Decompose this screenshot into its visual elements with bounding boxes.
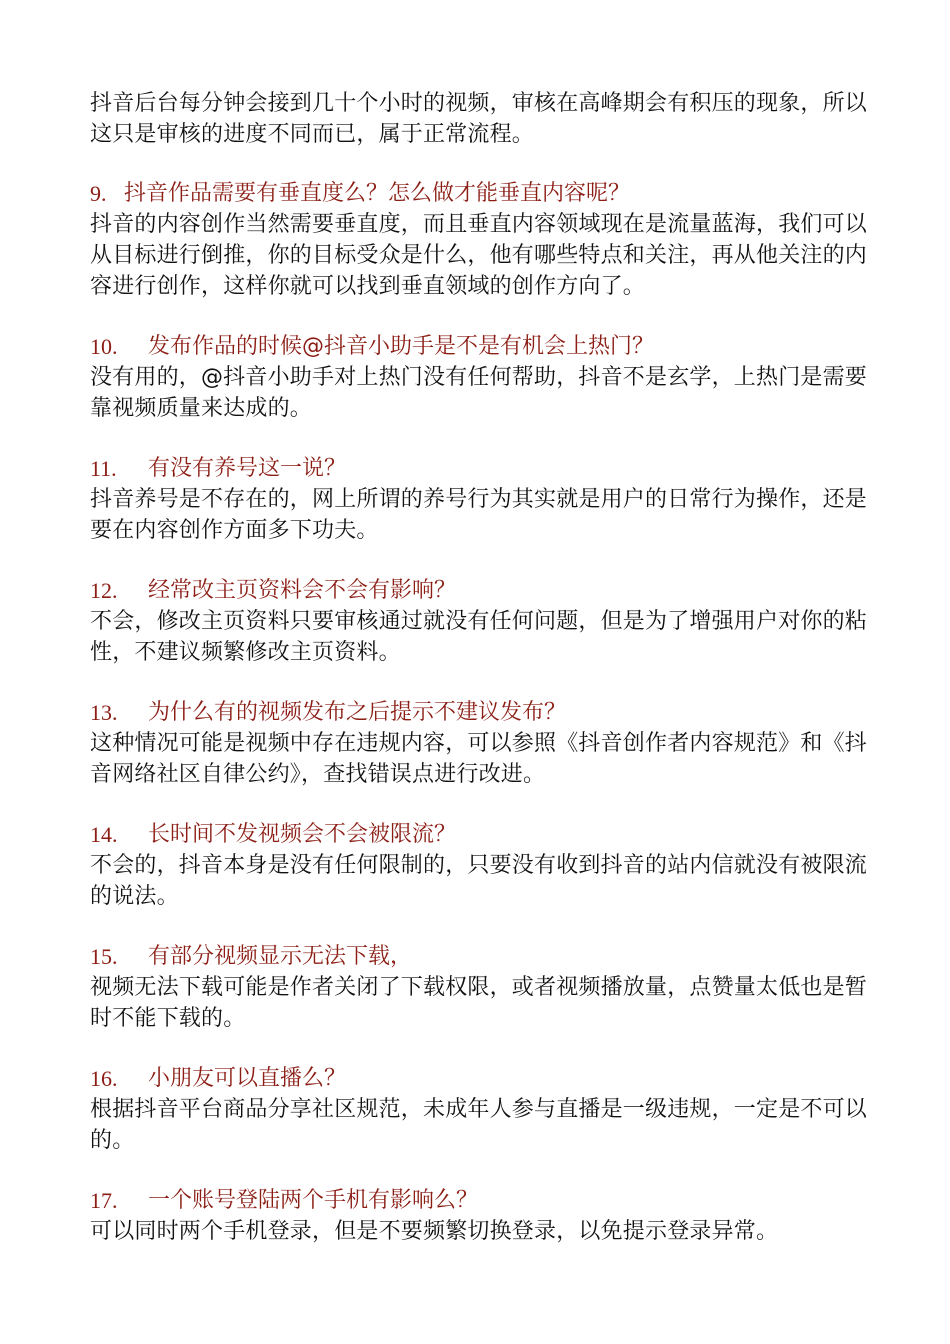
question-number: 16. [90, 1066, 118, 1091]
question-heading [90, 453, 868, 484]
qa-item-11 [90, 453, 868, 546]
qa-item-15 [90, 941, 868, 1034]
question-heading [90, 819, 868, 850]
qa-item-9 [90, 178, 868, 302]
question-text: 小朋友可以直播么？ [148, 1066, 347, 1091]
question-number: 12. [90, 578, 118, 603]
answer-text: 不会的，抖音本身是没有任何限制的，只要没有收到抖音的站内信就没有被限流的说法。 [90, 853, 868, 909]
answer-text: 根据抖音平台商品分享社区规范，未成年人参与直播是一级违规，一定是不可以的。 [90, 1097, 868, 1153]
question-text: 有没有养号这一说？ [148, 456, 347, 481]
answer-text: 可以同时两个手机登录，但是不要频繁切换登录，以免提示登录异常。 [90, 1219, 779, 1244]
qa-item-13 [90, 697, 868, 790]
question-number: 10. [90, 334, 118, 359]
question-heading [90, 1185, 868, 1216]
answer-text: 抖音养号是不存在的，网上所谓的养号行为其实就是用户的日常行为操作，还是要在内容创作方面多下功夫。 [90, 487, 868, 543]
question-heading [90, 178, 868, 209]
qa-item-17 [90, 1185, 868, 1247]
answer-text: 不会，修改主页资料只要审核通过就没有任何问题，但是为了增强用户对你的粘性，不建议频繁修改主页资料。 [90, 609, 868, 665]
question-number: 11. [90, 456, 117, 481]
question-number: 15. [90, 944, 118, 969]
question-text: 一个账号登陆两个手机有影响么？ [148, 1188, 479, 1213]
question-number: 13. [90, 700, 118, 725]
qa-item-16 [90, 1063, 868, 1156]
document-content [90, 88, 868, 1276]
question-text: 长时间不发视频会不会被限流？ [148, 822, 457, 847]
answer-text: 这种情况可能是视频中存在违规内容，可以参照《抖音创作者内容规范》和《抖音网络社区自律公约》，查找错误点进行改进。 [90, 731, 868, 787]
qa-item-10 [90, 331, 868, 424]
question-text: 发布作品的时候@抖音小助手是不是有机会上热门？ [148, 334, 655, 359]
question-heading [90, 697, 868, 728]
question-text: 有部分视频显示无法下载， [148, 944, 413, 969]
answer-text: 没有用的，@抖音小助手对上热门没有任何帮助，抖音不是玄学，上热门是需要靠视频质量来达成的。 [90, 365, 868, 421]
question-text: 抖音作品需要有垂直度么？怎么做才能垂直内容呢？ [124, 181, 631, 206]
answer-text: 视频无法下载可能是作者关闭了下载权限，或者视频播放量，点赞量太低也是暂时不能下载的。 [90, 975, 868, 1031]
question-text: 经常改主页资料会不会有影响？ [148, 578, 457, 603]
question-number: 9. [90, 181, 107, 206]
question-heading [90, 1063, 868, 1094]
question-number: 17. [90, 1188, 118, 1213]
question-heading [90, 575, 868, 606]
answer-text: 抖音的内容创作当然需要垂直度，而且垂直内容领域现在是流量蓝海，我们可以从目标进行倒推，你的目标受众是什么，他有哪些特点和关注，再从他关注的内容进行创作，这样你就可以找到垂直领域的创作方向了。 [90, 212, 868, 299]
intro-paragraph: 抖音后台每分钟会接到几十个小时的视频，审核在高峰期会有积压的现象，所以这只是审核的进度不同而已，属于正常流程。 [90, 91, 868, 147]
question-heading [90, 331, 868, 362]
question-heading [90, 941, 868, 972]
qa-item-12 [90, 575, 868, 668]
question-text: 为什么有的视频发布之后提示不建议发布？ [148, 700, 567, 725]
qa-item-14 [90, 819, 868, 912]
question-number: 14. [90, 822, 118, 847]
